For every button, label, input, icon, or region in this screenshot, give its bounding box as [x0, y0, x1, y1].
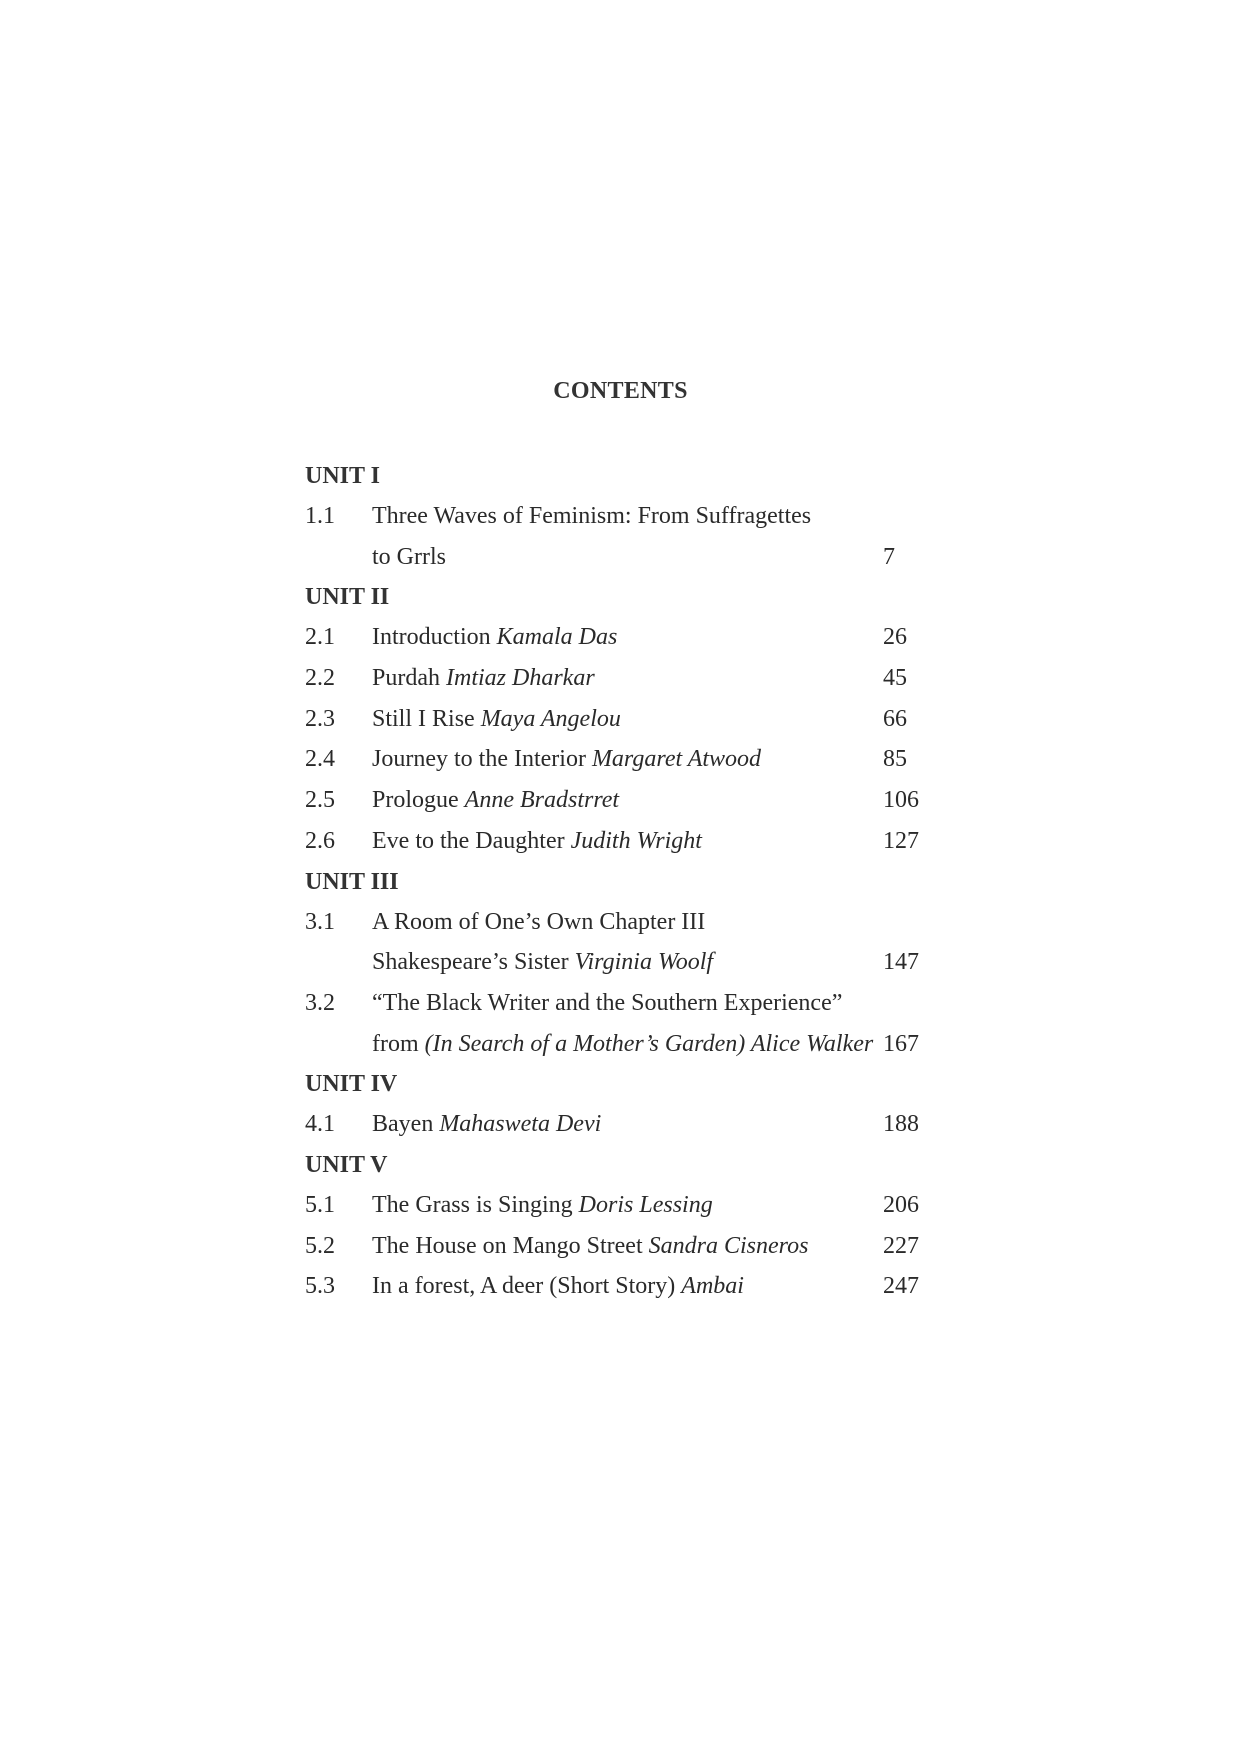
unit-heading: UNIT III — [305, 868, 399, 895]
entry-title: Prologue — [372, 787, 465, 814]
entry-number: 3.2 — [305, 989, 335, 1016]
page-number: 167 — [883, 1030, 919, 1057]
toc-entry — [305, 496, 945, 577]
entry-title: to Grrls — [372, 543, 446, 570]
toc-entry — [305, 780, 945, 821]
page-number: 206 — [883, 1191, 919, 1218]
entry-number: 2.2 — [305, 665, 335, 692]
page-number: 26 — [883, 624, 907, 651]
entry-number: 2.4 — [305, 746, 335, 773]
page-title: CONTENTS — [553, 378, 688, 404]
entry-title: Bayen — [372, 1111, 440, 1138]
toc-entry — [305, 699, 945, 740]
toc-entry — [305, 617, 945, 658]
entry-author: Judith Wright — [570, 827, 702, 854]
entry-title: Shakespeare’s Sister — [372, 949, 575, 976]
page-number: 45 — [883, 665, 907, 692]
entry-number: 2.6 — [305, 827, 335, 854]
page-number: 147 — [883, 949, 919, 976]
entry-text — [372, 739, 761, 780]
table-of-contents — [305, 456, 945, 1307]
toc-entry — [305, 1266, 945, 1307]
toc-line — [305, 496, 945, 537]
toc-entry — [305, 739, 945, 780]
toc-line — [305, 699, 945, 740]
entry-author: Kamala Das — [496, 624, 618, 651]
entry-author: Ambai — [681, 1273, 744, 1300]
toc-entry — [305, 658, 945, 699]
unit-heading: UNIT IV — [305, 1071, 398, 1098]
entry-author: Virginia Woolf — [574, 949, 714, 976]
entry-author: Sandra Cisneros — [648, 1232, 809, 1259]
toc-line — [305, 617, 945, 658]
toc-entry — [305, 1104, 945, 1145]
entry-title: “The Black Writer and the Southern Experience” — [372, 989, 843, 1016]
entry-text — [372, 1266, 744, 1307]
entry-number: 2.3 — [305, 705, 335, 732]
entry-text — [372, 1024, 873, 1065]
entry-title: A Room of One’s Own Chapter III — [372, 908, 706, 935]
toc-line — [305, 983, 945, 1024]
entry-title: Journey to the Interior — [372, 746, 592, 773]
toc-entry — [305, 983, 945, 1064]
entry-author: Mahasweta Devi — [439, 1111, 602, 1138]
page-number: 66 — [883, 705, 907, 732]
toc-line — [305, 1024, 945, 1065]
unit-heading: UNIT I — [305, 463, 380, 489]
entry-text — [372, 1104, 601, 1145]
entry-text — [372, 1226, 808, 1267]
toc-line — [305, 1226, 945, 1267]
entry-author: Doris Lessing — [578, 1191, 713, 1218]
entry-text — [372, 496, 811, 537]
entry-number: 5.2 — [305, 1232, 335, 1259]
entry-text — [372, 658, 595, 699]
entry-title: The House on Mango Street — [372, 1232, 649, 1259]
entry-text — [372, 617, 617, 658]
toc-entry — [305, 821, 945, 862]
unit-heading: UNIT II — [305, 584, 390, 611]
page-number: 106 — [883, 787, 919, 814]
entry-author: Margaret Atwood — [591, 746, 762, 773]
entry-number: 2.1 — [305, 624, 335, 651]
entry-title: Eve to the Daughter — [372, 827, 571, 854]
page-number: 188 — [883, 1111, 919, 1138]
entry-number: 5.1 — [305, 1191, 335, 1218]
entry-number: 4.1 — [305, 1111, 335, 1138]
toc-line — [305, 780, 945, 821]
entry-author: Imtiaz Dharkar — [446, 665, 595, 692]
entry-text — [372, 983, 842, 1024]
toc-line — [305, 1104, 945, 1145]
entry-title: In a forest, A deer (Short Story) — [372, 1273, 682, 1300]
page-number: 247 — [883, 1273, 919, 1300]
entry-title: Introduction — [372, 624, 497, 651]
toc-line — [305, 821, 945, 862]
entry-number: 2.5 — [305, 787, 335, 814]
entry-number: 3.1 — [305, 908, 335, 935]
entry-text — [372, 902, 705, 943]
entry-author: Anne Bradstrret — [464, 787, 620, 814]
toc-entry — [305, 1185, 945, 1226]
toc-line — [305, 1266, 945, 1307]
toc-line — [305, 942, 945, 983]
entry-title: Three Waves of Feminism: From Suffragettes — [372, 503, 812, 529]
entry-author: Maya Angelou — [480, 705, 621, 732]
entry-text — [372, 821, 702, 862]
page-number: 127 — [883, 827, 919, 854]
entry-author: (In Search of a Mother’s Garden) Alice Walker — [424, 1030, 874, 1057]
page-number: 7 — [883, 543, 895, 570]
toc-line — [305, 537, 945, 578]
entry-text — [372, 942, 713, 983]
entry-title: Purdah — [372, 665, 446, 692]
entry-number: 5.3 — [305, 1273, 335, 1300]
toc-line — [305, 1185, 945, 1226]
entry-text — [372, 780, 619, 821]
toc-line — [305, 658, 945, 699]
toc-line — [305, 902, 945, 943]
entry-title: Still I Rise — [372, 705, 481, 732]
entry-text — [372, 699, 621, 740]
entry-number: 1.1 — [305, 503, 335, 529]
entry-title: The Grass is Singing — [372, 1191, 579, 1218]
toc-entry — [305, 902, 945, 983]
toc-line — [305, 739, 945, 780]
unit-heading: UNIT V — [305, 1151, 388, 1178]
page-number: 227 — [883, 1232, 919, 1259]
entry-text — [372, 537, 446, 578]
page-number: 85 — [883, 746, 907, 773]
toc-entry — [305, 1226, 945, 1267]
entry-text — [372, 1185, 713, 1226]
entry-title: from — [372, 1030, 425, 1057]
